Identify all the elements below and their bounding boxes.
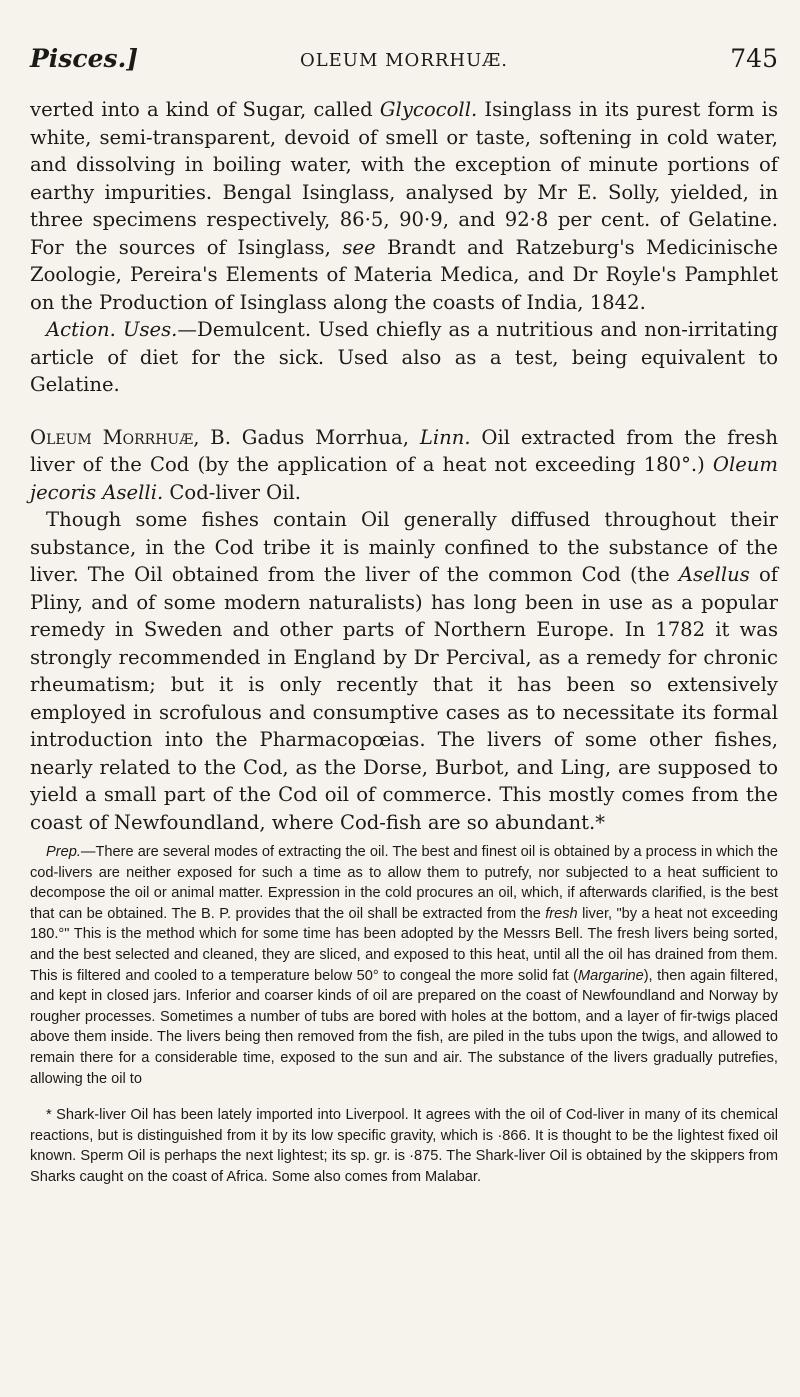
page-number: 745 [730, 44, 778, 73]
running-title-center: OLEUM MORRHUÆ. [299, 50, 509, 71]
text-run: —There are several modes of extracting the oil. The best and finest oil is obtained by a process in which the cod-livers are neither exposed for such a time as to allow them to putrefy, nor subjected to a heat sufficient to decompose the oil or animal matter. Expression in the cold procures an oil, which, if afterwards clarified, is the best that can be obtained. The B. P. provides that the oil shall be extracted from the [30, 844, 778, 922]
footnote: * Shark-liver Oil has been lately imported into Liverpool. It agrees with the oil of Cod-liver in many of its chemical reactions, but is distinguished from it by its low specific gravity, which is ·866. It is thought to be the lightest fixed oil known. Sperm Oil is perhaps the next lightest; its sp. gr. is ·875. The Shark-liver Oil is obtained by the skippers from Sharks caught on the coast of Africa. Some also comes from Malabar. [30, 1107, 778, 1185]
running-title-left: Pisces.] [30, 44, 139, 73]
action-uses-paragraph [30, 316, 778, 399]
text-run: of Pliny, and of some modern naturalists) has long been in use as a popular remedy in Sweden and other parts of Northern Europe. In 1782 it was strongly recommended in England by Dr Percival, as a remedy for chronic rheumatism; but it is only recently that it has been so extensively employed in scrofulous and consumptive cases as to necessitate its formal introduction into the Pharmacopœias. The livers of some other fishes, nearly related to the Cod, as the Dorse, Burbot, and Ling, are supposed to yield a small part of the Cod oil of commerce. This mostly comes from the coast of Newfoundland, where Cod-fish are so abundant.* [30, 563, 778, 834]
prep-label: Prep. [46, 844, 81, 860]
text-run: Isinglass in its purest form is white, semi-transparent, devoid of smell or taste, softening in cold water, and dissolving in boiling water, with the exception of minute portions of earthy impurities. Bengal Isinglass, analysed by Mr E. Solly, yielded, in three specimens respectively, 86·5, 90·9, and 92·8 per cent. of Gelatine. For the sources of Isinglass, [30, 98, 778, 259]
text-run: liver, "by a heat not exceeding 180.°" This is the method which for some time has been adopted by the Messrs Bell. The fresh livers being sorted, and the best selected and cleaned, they are sliced, and exposed to this heat, until all the oil has drained from them. This is filtered and cooled to a temperature below 50° to congeal the more solid fat ( [30, 905, 778, 984]
text-run: Though some fishes contain Oil generally diffused throughout their substance, in the Cod tribe it is mainly confined to the substance of the liver. The Oil obtained from the liver of the common Cod (the [30, 508, 778, 586]
asellus-term: Asellus [678, 563, 750, 586]
oleum-body-paragraph [30, 506, 778, 836]
common-name: Cod-liver Oil. [163, 480, 301, 504]
glycocoll-term: Glycocoll. [379, 98, 478, 121]
margarine-term: Margarine [577, 967, 644, 984]
text-run: Brandt and Ratzeburg's Medicinische Zoologie, Pereira's Elements of Materia Medica, and Dr Royle's Pamphlet on the Production of Isinglass along the coasts of India, 1842. [30, 235, 779, 314]
latin-name: Oleum jecoris Aselli. [30, 453, 778, 504]
action-uses-label: Action. Uses. [46, 318, 178, 341]
isinglass-paragraph [30, 96, 778, 316]
text-run: —Demulcent. Used chiefly as a nutritious and non-irritating article of diet for the sick. Used also as a test, being equivalent to Gelatine. [30, 318, 778, 396]
linn-abbrev: Linn. [419, 425, 471, 449]
text-run: Oil extracted from the fresh liver of the Cod (by the application of a heat not exceeding 180°.) [30, 425, 778, 476]
text-run: ), then again filtered, and kept in closed jars. Inferior and coarser kinds of oil are prepared on the coast of Newfoundland and Norway by rougher processes. Sometimes a number of tubs are bored with holes at the bottom, and a layer of fir-twigs placed above them inside. The livers being then removed from the fish, are piled in the tubs upon the twigs, and allowed to remain there for a considerable time, exposed to the sun and air. The substance of the livers gradually putrefies, allowing the oil to [30, 967, 778, 1087]
running-header [30, 44, 778, 78]
text-run: verted into a kind of Sugar, called [30, 98, 380, 121]
oleum-title: Oleum Morrhuæ [30, 425, 194, 449]
oleum-heading-paragraph [30, 424, 778, 507]
prep-paragraph [30, 842, 778, 1089]
text-run: , B. Gadus Morrhua, [193, 425, 420, 449]
see-reference: see [342, 235, 376, 259]
page-body [30, 96, 778, 1188]
fresh-term: fresh [545, 905, 578, 922]
